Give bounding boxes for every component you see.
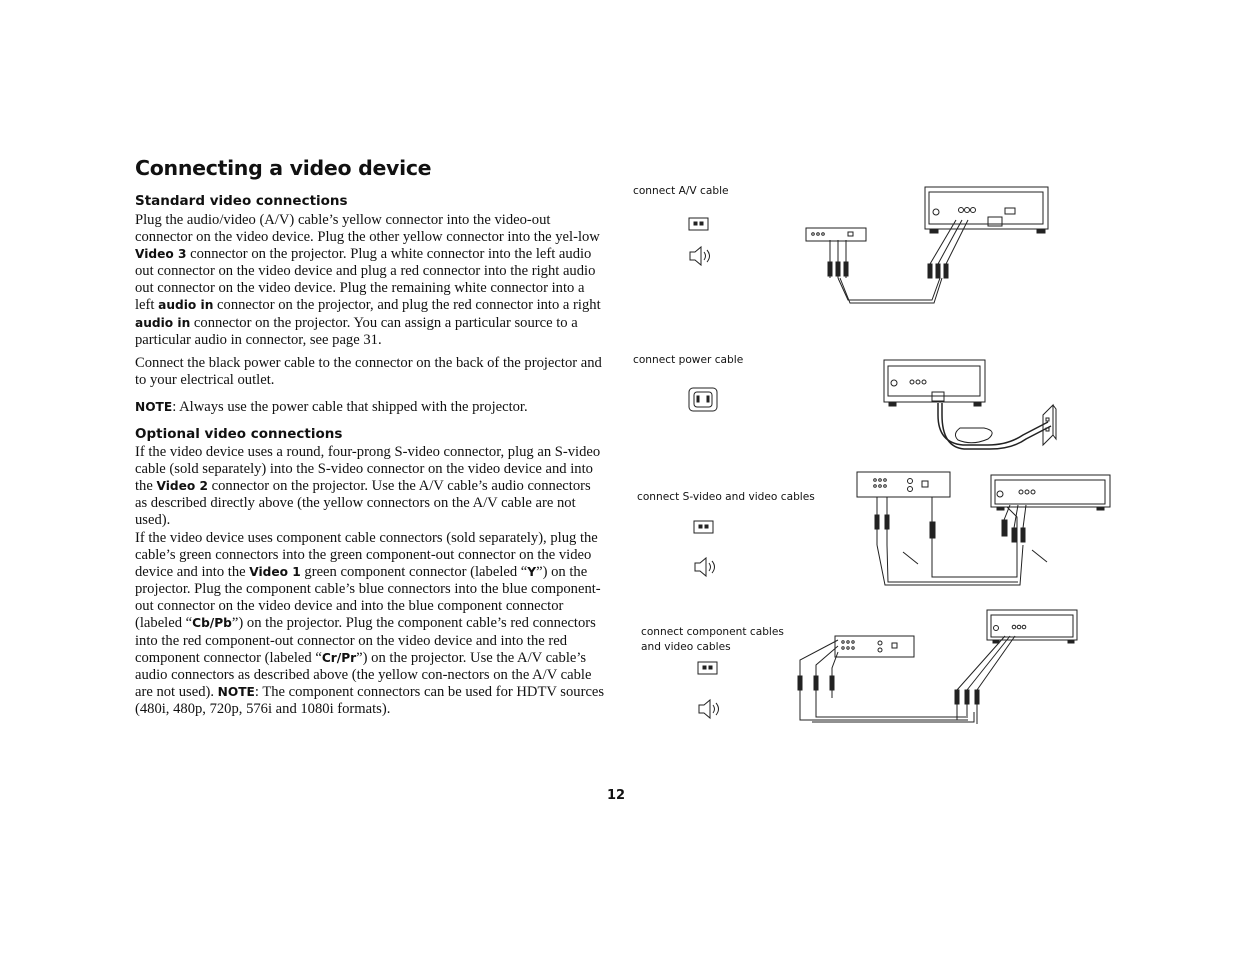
power-connector-icon — [689, 388, 717, 411]
section-heading-standard: Standard video connections — [135, 193, 348, 209]
video-device-icon — [806, 228, 866, 241]
page-number: 12 — [607, 788, 626, 803]
speaker-icon — [695, 558, 715, 576]
av-cable-label: connect A/V cable — [633, 185, 729, 197]
component-cable — [798, 636, 1015, 724]
svideo-cable-label: connect S-video and video cables — [637, 491, 815, 503]
optional-paragraph-2: If the video device uses component cable connectors (sold separately), plug the cable’s green connectors into the green component-out connector on the video device and into the Video 1 green component connector (labeled “Y”) on the projector. Plug the component cable’s blue connectors into the blue component-out connector on the video device and into the blue component connector (labeled “Cb/Pb”) on the projector. Plug the component cable’s red connectors into the red component-out connector on the video device and into the red component connector (labeled “Cr/Pr”) on the projector. Use the A/V cable’s audio connectors as described above (the yellow con-nectors on the A/V cable are not used). NOTE: The component connectors can be used for HDTV sources (480i, 480p, 720p, 576i and 1080i formats). — [135, 530, 605, 717]
projector-icon — [991, 475, 1110, 510]
svideo-cable — [875, 497, 1047, 585]
note-paragraph: NOTE: Always use the power cable that shipped with the projector. — [135, 399, 528, 415]
video-connector-icon — [689, 218, 708, 230]
section-heading-optional: Optional video connections — [135, 426, 343, 442]
video-device-icon — [835, 636, 914, 657]
projector-icon — [884, 360, 985, 406]
video-device-icon — [857, 472, 950, 497]
optional-paragraph-1: If the video device uses a round, four-prong S-video connector, plug an S-video cable (sold separately) into the S-video connector on the video device and into the Video 2 connector on the projector. Use the A/V cable’s audio connectors as described directly above (the yellow connectors on the A/V cable are not used). — [135, 444, 601, 529]
power-cable — [938, 403, 1051, 449]
video-connector-icon — [694, 521, 713, 533]
wall-outlet-icon — [1043, 405, 1056, 445]
component-cable-label-2: and video cables — [641, 641, 731, 653]
standard-paragraph-1: Plug the audio/video (A/V) cable’s yellow connector into the video-out connector on the video device. Plug the other yellow connector into the yel-low Video 3 connector on the projector. Plug a white connector into the left audio out connector on the video device and plug a red connector into the right audio out connector on the video device. Plug the remaining white connector into a left audio in connector on the projector, and plug the red connector into a right audio in connector on the projector. You can assign a particular source to a particular audio in connector, see page 31. — [135, 212, 601, 348]
page-title: Connecting a video device — [135, 156, 432, 180]
projector-icon — [925, 187, 1048, 233]
speaker-icon — [690, 247, 710, 265]
speaker-icon — [699, 700, 719, 718]
projector-icon — [987, 610, 1077, 643]
standard-paragraph-2: Connect the black power cable to the connector on the back of the projector and to your electrical outlet. — [135, 355, 602, 389]
video-connector-icon — [698, 662, 717, 674]
component-cable-label-1: connect component cables — [641, 626, 784, 638]
power-cable-label: connect power cable — [633, 354, 744, 366]
